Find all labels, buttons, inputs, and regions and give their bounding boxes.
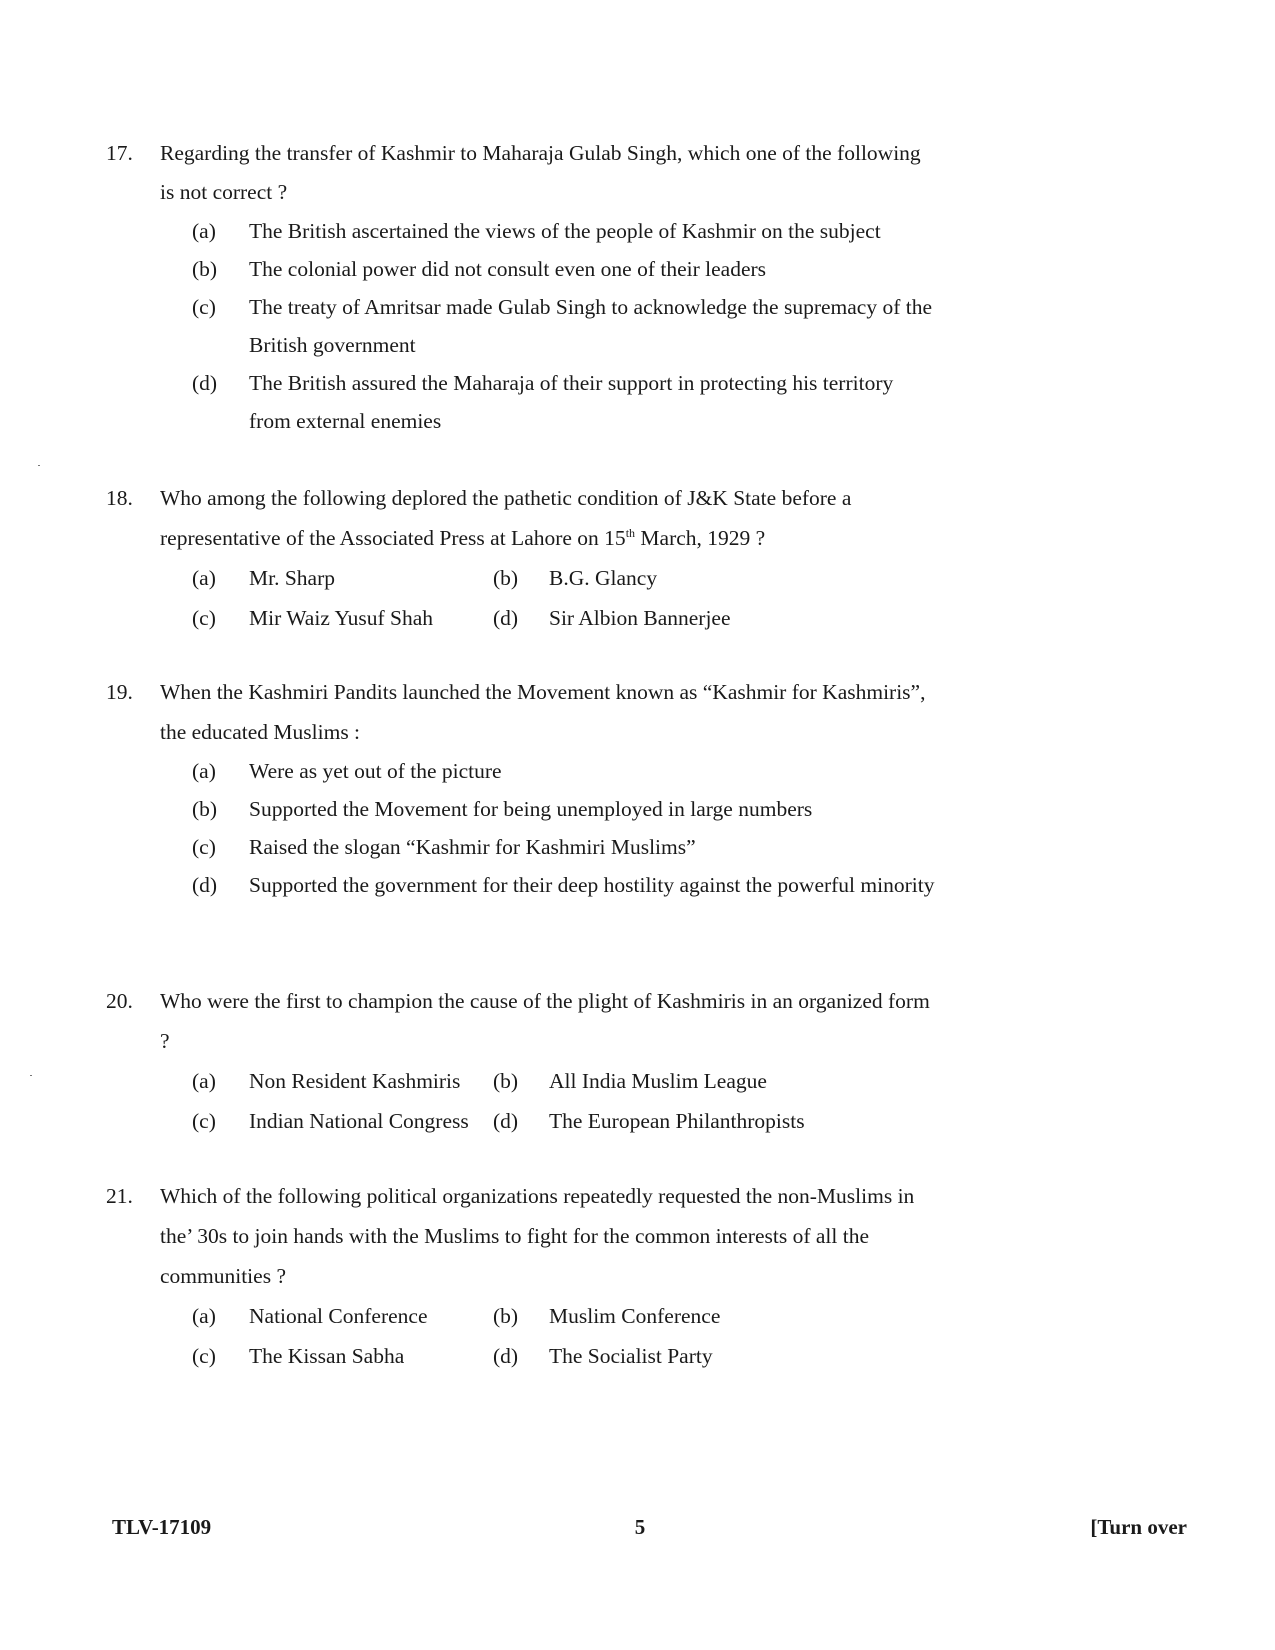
- option-text: Non Resident Kashmiris: [249, 1069, 461, 1093]
- option-letter: (d): [493, 1344, 519, 1368]
- question-stem: [106, 1176, 936, 1296]
- scan-speck: [30, 1075, 32, 1076]
- option-b: [481, 1061, 856, 1101]
- option-letter: (c): [192, 1344, 216, 1368]
- option-letter: (a): [192, 759, 216, 783]
- option-text: Supported the Movement for being unemployed in large numbers: [249, 797, 813, 821]
- option-text: Sir Albion Bannerjee: [549, 606, 731, 630]
- option-text: Mr. Sharp: [249, 566, 335, 590]
- option-c: [106, 598, 481, 638]
- option-b: [481, 558, 856, 598]
- option-d: [481, 598, 856, 638]
- question-stem: [106, 981, 936, 1061]
- question-18: [106, 478, 936, 638]
- question-stem: [106, 134, 936, 212]
- question-text: Who were the first to champion the cause of the plight of Kashmiris in an organized form ?: [160, 989, 930, 1053]
- option-text: The European Philanthropists: [549, 1109, 805, 1133]
- option-letter: (c): [192, 295, 216, 319]
- option-b: [106, 250, 936, 288]
- question-text-end: March, 1929 ?: [635, 526, 766, 550]
- option-letter: (b): [493, 566, 519, 590]
- question-21: [106, 1176, 936, 1376]
- option-b: [481, 1296, 856, 1336]
- option-text: The British assured the Maharaja of their support in protecting his territory from external enemies: [249, 371, 894, 433]
- option-letter: (b): [493, 1304, 519, 1328]
- question-text: Who among the following deplored the pathetic condition of J&K State before a representative of the Associated Press at Lahore on 15: [160, 486, 852, 550]
- option-c: [106, 1101, 481, 1141]
- option-letter: (a): [192, 219, 216, 243]
- option-text: The treaty of Amritsar made Gulab Singh to acknowledge the supremacy of the British government: [249, 295, 933, 357]
- option-d: [106, 866, 936, 904]
- option-text: Indian National Congress: [249, 1109, 469, 1133]
- option-text: B.G. Glancy: [549, 566, 658, 590]
- superscript: th: [625, 525, 636, 540]
- option-a: [106, 212, 936, 250]
- option-c: [106, 1336, 481, 1376]
- options-list: [106, 212, 936, 440]
- option-letter: (a): [192, 1069, 216, 1093]
- option-letter: (a): [192, 1304, 216, 1328]
- option-text: The British ascertained the views of the people of Kashmir on the subject: [249, 219, 881, 243]
- question-number: 21.: [106, 1184, 133, 1208]
- option-text: Were as yet out of the picture: [249, 759, 502, 783]
- option-letter: (a): [192, 566, 216, 590]
- option-b: [106, 790, 936, 828]
- option-a: [106, 558, 481, 598]
- option-text: Raised the slogan “Kashmir for Kashmiri Muslims”: [249, 835, 696, 859]
- option-letter: (c): [192, 606, 216, 630]
- option-d: [481, 1101, 856, 1141]
- option-letter: (b): [192, 257, 218, 281]
- option-letter: (b): [192, 797, 218, 821]
- option-text: Supported the government for their deep hostility against the powerful minority: [249, 873, 935, 897]
- option-letter: (d): [192, 371, 218, 395]
- question-number: 20.: [106, 989, 133, 1013]
- option-text: The colonial power did not consult even one of their leaders: [249, 257, 767, 281]
- option-a: [106, 1296, 481, 1336]
- question-19: [106, 672, 936, 904]
- question-17: [106, 134, 936, 440]
- question-text: Regarding the transfer of Kashmir to Maharaja Gulab Singh, which one of the following is not correct ?: [160, 141, 921, 204]
- option-d: [106, 364, 936, 440]
- options-grid: [106, 558, 936, 638]
- option-d: [481, 1336, 856, 1376]
- option-a: [106, 1061, 481, 1101]
- option-letter: (b): [493, 1069, 519, 1093]
- options-grid: [106, 1061, 936, 1141]
- scan-speck: [38, 465, 40, 466]
- option-a: [106, 752, 936, 790]
- option-c: [106, 288, 936, 364]
- question-text: When the Kashmiri Pandits launched the Movement known as “Kashmir for Kashmiris”, the educated Muslims :: [160, 680, 926, 744]
- question-number: 19.: [106, 680, 133, 704]
- page-number: 5: [634, 1515, 646, 1539]
- option-c: [106, 828, 936, 866]
- option-text: Mir Waiz Yusuf Shah: [249, 606, 433, 630]
- options-grid: [106, 1296, 936, 1376]
- question-number: 18.: [106, 486, 133, 510]
- option-letter: (c): [192, 1109, 216, 1133]
- option-text: The Kissan Sabha: [249, 1344, 405, 1368]
- option-letter: (d): [192, 873, 218, 897]
- question-number: 17.: [106, 141, 133, 165]
- question-stem: [106, 478, 936, 558]
- option-text: The Socialist Party: [549, 1344, 713, 1368]
- turn-over-note: [Turn over: [1090, 1515, 1187, 1539]
- option-letter: (d): [493, 606, 519, 630]
- option-text: Muslim Conference: [549, 1304, 721, 1328]
- option-letter: (c): [192, 835, 216, 859]
- question-stem: [106, 672, 936, 752]
- paper-code: TLV-17109: [112, 1515, 212, 1539]
- question-text: Which of the following political organizations repeatedly requested the non-Muslims in the’ 30s to join hands with the Muslims to fight for the common interests of all the communities ?: [160, 1184, 915, 1288]
- option-text: National Conference: [249, 1304, 428, 1328]
- option-letter: (d): [493, 1109, 519, 1133]
- option-text: All India Muslim League: [549, 1069, 767, 1093]
- options-list: [106, 752, 936, 904]
- question-20: [106, 981, 936, 1141]
